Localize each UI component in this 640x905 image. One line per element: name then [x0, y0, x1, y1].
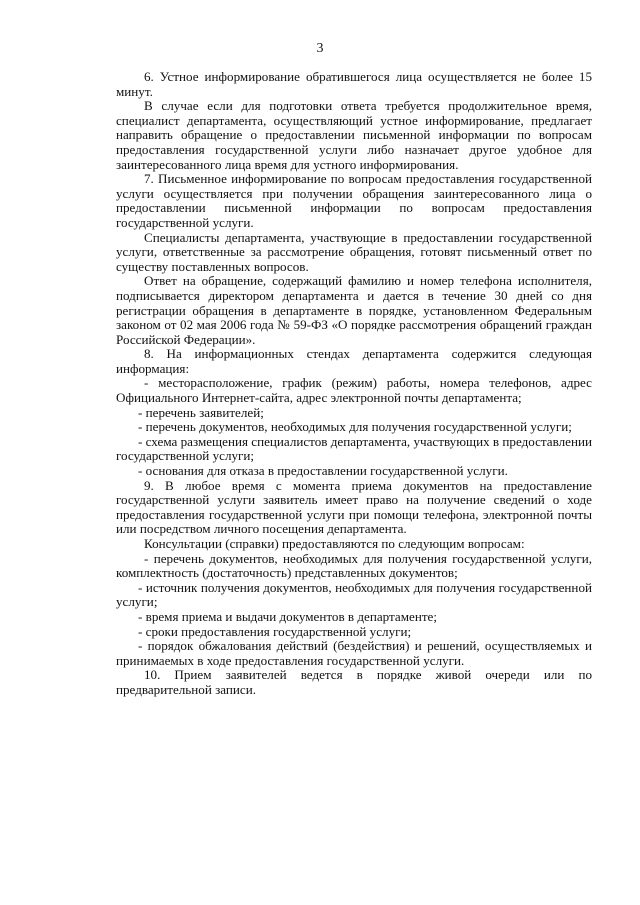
list-item-reception-time: - время приема и выдачи документов в департаменте;	[138, 608, 437, 624]
paragraph-long-answer-time: В случае если для подготовки ответа требуется продолжительное время, специалист департамента, осуществляющий устное информирование, предлагает направить обращение о предоставлении письменной информации по вопросам предоставления государственной услуги либо назначает другое удобное для заинтересованного лица время для устного информирования.	[116, 98, 592, 172]
list-item-refusal-grounds: - основания для отказа в предоставлении государственной услуги.	[138, 463, 508, 479]
document-body	[116, 70, 592, 698]
paragraph-specialists-answer: Специалисты департамента, участвующие в предоставлении государственной услуги, ответственные за рассмотрение обращения, готовят письменный ответ по существу поставленных вопросов.	[116, 229, 592, 274]
list-item-service-terms: - сроки предоставления государственной услуги;	[138, 623, 412, 639]
paragraph-consultations: Консультации (справки) предоставляются по следующим вопросам:	[144, 536, 525, 551]
paragraph-10-reception-order: 10. Прием заявителей ведется в порядке живой очереди или по предварительной записи.	[116, 667, 592, 697]
list-item-location: - месторасположение, график (режим) работы, номера телефонов, адрес Официального Интернет-сайта, адрес электронной почты департамента;	[116, 375, 592, 406]
list-item-applicants: - перечень заявителей;	[138, 404, 264, 420]
list-item-appeal-procedure: - порядок обжалования действий (бездействия) и решений, осуществляемых и принимаемых в ходе предоставления государственной услуги.	[116, 638, 592, 668]
paragraph-7-written-info: 7. Письменное информирование по вопросам предоставления государственной услуги осуществляется при получении обращения заинтересованного лица о предоставлении письменной информации по вопросам предоставления государственной услуги.	[116, 171, 592, 230]
list-item-documents-completeness: - перечень документов, необходимых для получения государственной услуги, комплектность (достаточность) представленных документов;	[116, 550, 592, 581]
paragraph-6-oral-info-duration: 6. Устное информирование обратившегося лица осуществляется не более 15 минут.	[116, 69, 592, 99]
paragraph-8-info-stands: 8. На информационных стендах департамента содержится следующая информация:	[116, 346, 592, 376]
page-number: 3	[316, 41, 324, 56]
list-item-specialists-layout: - схема размещения специалистов департамента, участвующих в предоставлении государственной услуги;	[116, 433, 592, 464]
list-item-documents-source: - источник получения документов, необходимых для получения государственной услуги;	[116, 579, 592, 610]
paragraph-9-progress-info: 9. В любое время с момента приема документов на предоставление государственной услуги заявитель имеет право на получение сведений о ходе предоставления государственной услуги при помощи телефона, электронной почты или посредством личного посещения департамента.	[116, 477, 592, 537]
paragraph-answer-signature: Ответ на обращение, содержащий фамилию и номер телефона исполнителя, подписывается директором департамента и дается в течение 30 дней со дня регистрации обращения в департаменте в порядке, установленном Федеральным законом от 02 мая 2006 года № 59-ФЗ «О порядке рассмотрения обращений граждан Российской Федерации».	[116, 273, 592, 347]
list-item-documents: - перечень документов, необходимых для получения государственной услуги;	[138, 419, 572, 435]
